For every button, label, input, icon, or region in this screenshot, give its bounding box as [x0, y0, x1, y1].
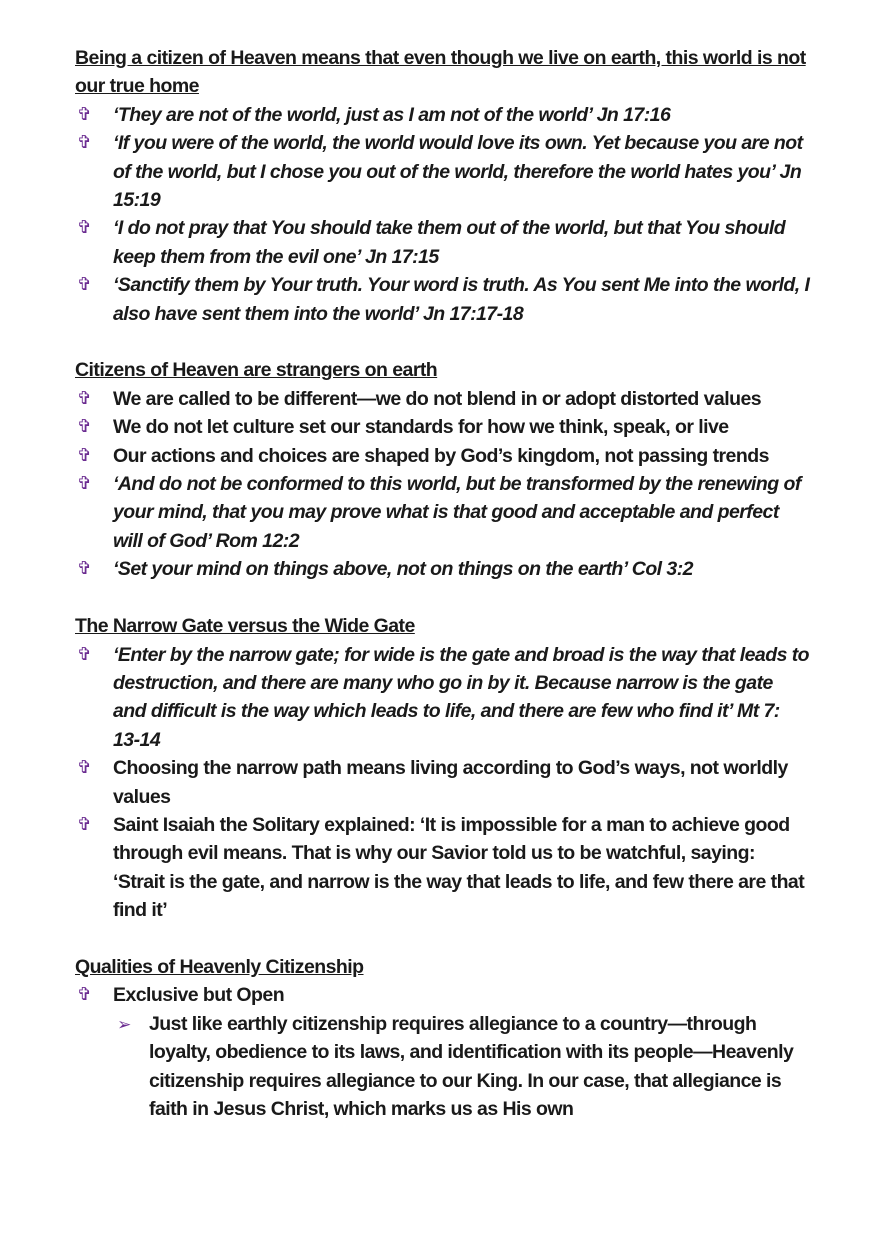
list-item: ✞ Saint Isaiah the Solitary explained: ‘It is impossible for a man to achieve good through evil means. That is why our Savior told us to be watchful, saying: ‘Strait is the gate, and narrow is the way that leads to life, and few there are that find it’ — [75, 811, 810, 925]
section-heading: The Narrow Gate versus the Wide Gate — [75, 615, 415, 638]
cross-icon: ✞ — [76, 132, 92, 154]
section-qualities-heavenly-citizenship — [75, 953, 810, 1123]
list-item: ✞ ‘And do not be conformed to this world, but be transformed by the renewing of your mind, that you may prove what is that good and acceptable and perfect will of God’ Rom 12:2 — [75, 470, 810, 555]
cross-icon: ✞ — [76, 444, 92, 466]
section-heading: Citizens of Heaven are strangers on earth — [75, 359, 438, 382]
section-heading: Being a citizen of Heaven means that even though we live on earth, this world is not our true home — [75, 47, 806, 98]
cross-icon: ✞ — [76, 984, 92, 1006]
cross-icon: ✞ — [76, 643, 92, 665]
section-narrow-gate — [75, 612, 810, 924]
list-item: ✞ ‘Sanctify them by Your truth. Your word is truth. As You sent Me into the world, I also have sent them into the world’ Jn 17:17-18 — [75, 271, 810, 328]
list-item: ✞ ‘I do not pray that You should take them out of the world, but that You should keep them from the evil one’ Jn 17:15 — [75, 214, 810, 271]
document-page — [75, 44, 810, 1152]
cross-icon: ✞ — [76, 416, 92, 438]
list-item: ✞ We are called to be different—we do not blend in or adopt distorted values — [75, 385, 810, 413]
list-item: ✞ Choosing the narrow path means living according to God’s ways, not worldly values — [75, 754, 810, 811]
cross-icon: ✞ — [76, 103, 92, 125]
cross-icon: ✞ — [76, 217, 92, 239]
list-item: ✞ ‘They are not of the world, just as I am not of the world’ Jn 17:16 — [75, 101, 810, 129]
cross-icon: ✞ — [76, 558, 92, 580]
list-item: ✞ We do not let culture set our standards for how we think, speak, or live — [75, 413, 810, 441]
cross-icon: ✞ — [76, 473, 92, 495]
cross-icon: ✞ — [76, 757, 92, 779]
list-item: ✞ ‘Set your mind on things above, not on things on the earth’ Col 3:2 — [75, 555, 810, 583]
list-item: ✞ Our actions and choices are shaped by God’s kingdom, not passing trends — [75, 442, 810, 470]
bullet-list — [75, 385, 810, 584]
section-citizen-of-heaven — [75, 44, 810, 328]
bullet-list — [75, 981, 810, 1009]
sub-list-item: ➢ Just like earthly citizenship requires allegiance to a country—through loyalty, obedience to its laws, and identification with its people—Heavenly citizenship requires allegiance to our King. In our case, that allegiance is faith in Jesus Christ, which marks us as His own — [113, 1010, 810, 1124]
cross-icon: ✞ — [76, 387, 92, 409]
section-strangers-on-earth — [75, 356, 810, 583]
arrowhead-icon: ➢ — [117, 1014, 131, 1035]
list-item: ✞ ‘Enter by the narrow gate; for wide is the gate and broad is the way that leads to destruction, and there are many who go in by it. Because narrow is the gate and difficult is the way which leads to life, and there are few who find it’ Mt 7: 13-14 — [75, 641, 810, 755]
section-heading: Qualities of Heavenly Citizenship — [75, 955, 364, 978]
bullet-list — [75, 641, 810, 925]
sub-bullet-list — [113, 1010, 810, 1124]
cross-icon: ✞ — [76, 274, 92, 296]
bullet-list — [75, 101, 810, 328]
list-item: ✞ ‘If you were of the world, the world would love its own. Yet because you are not of the world, but I chose you out of the world, therefore the world hates you’ Jn 15:19 — [75, 129, 810, 214]
cross-icon: ✞ — [76, 813, 92, 835]
list-item: ✞ Exclusive but Open — [75, 981, 810, 1009]
